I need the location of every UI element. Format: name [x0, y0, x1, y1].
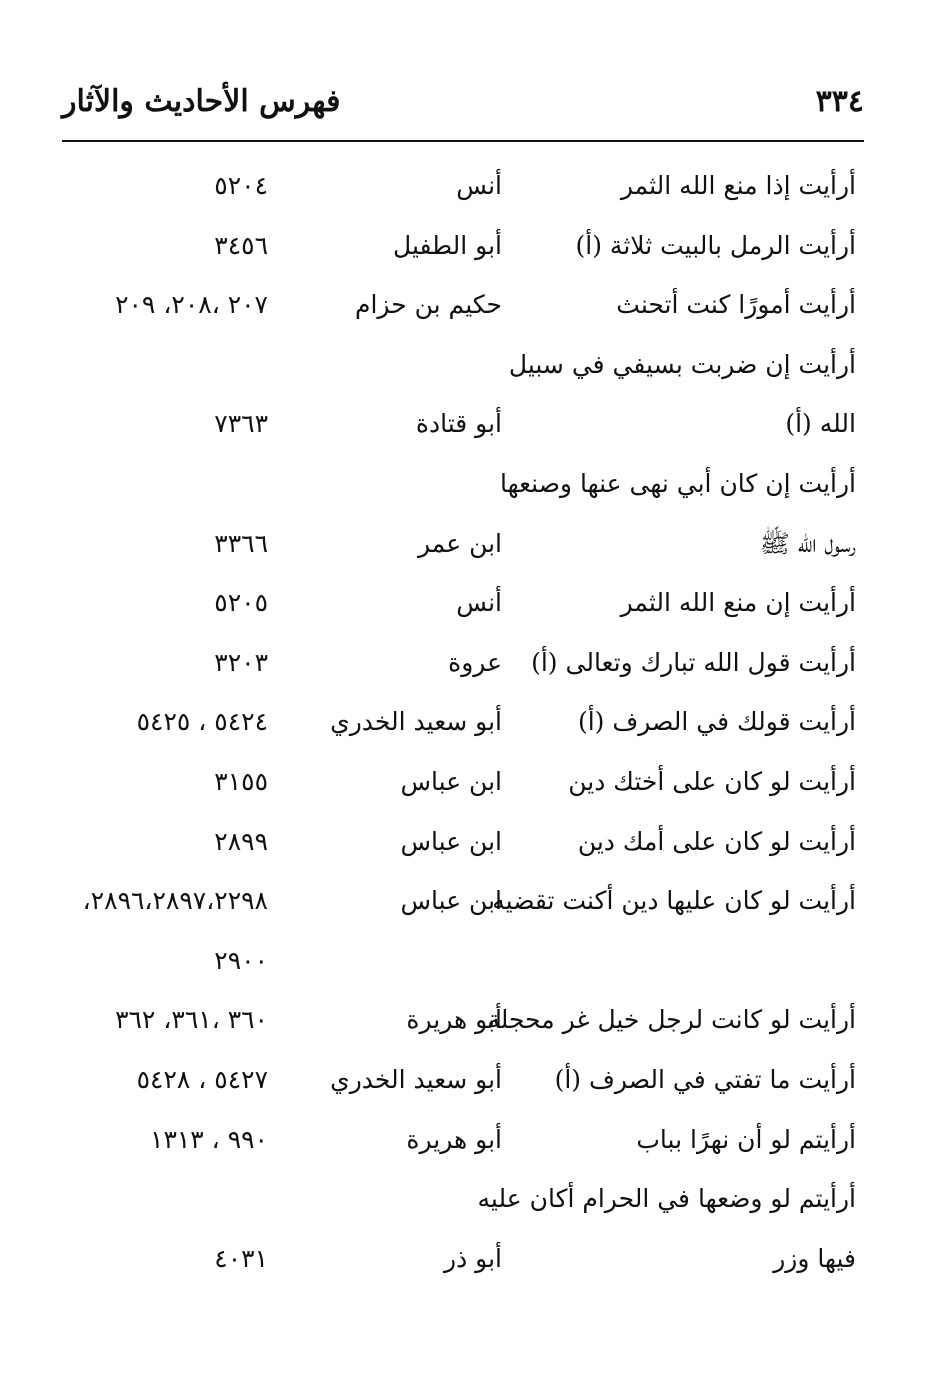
hadith-numbers: ٥٤٢٧ ، ٥٤٢٨	[136, 1064, 268, 1094]
index-entry	[0, 160, 932, 220]
hadith-text: أرأيتم لو وضعها في الحرام أكان عليه	[477, 1184, 856, 1214]
index-entry	[0, 398, 932, 458]
narrator: أبو ذر	[444, 1243, 502, 1273]
index-entry	[0, 458, 932, 518]
narrator: أبو قتادة	[415, 409, 502, 439]
hadith-numbers: ٢٠٧ ،٢٠٨، ٢٠٩	[115, 290, 268, 320]
hadith-numbers: ٤٠٣١	[214, 1243, 268, 1273]
index-entry	[0, 577, 932, 637]
narrator: ابن عباس	[400, 826, 502, 856]
hadith-numbers: ٣٦٠ ،٣٦١، ٣٦٢	[115, 1005, 268, 1035]
index-entry	[0, 1054, 932, 1114]
index-entry	[0, 816, 932, 876]
index-entry	[0, 1233, 932, 1293]
narrator: أبو هريرة	[406, 1005, 502, 1035]
hadith-text: أرأيت إن كان أبي نهى عنها وصنعها	[499, 468, 856, 498]
hadith-text: أرأيت قولك في الصرف (أ)	[577, 707, 856, 737]
hadith-numbers: ٧٣٦٣	[214, 409, 268, 439]
hadith-text: أرأيت الرمل بالبيت ثلاثة (أ)	[575, 230, 856, 260]
hadith-numbers: ٢٩٠٠	[214, 945, 268, 975]
hadith-text: الله (أ)	[785, 409, 856, 439]
hadith-text: أرأيت لو كانت لرجل خيل غر محجلة	[487, 1005, 856, 1035]
index-entry	[0, 637, 932, 697]
hadith-text: أرأيت لو كان على أمك دين	[577, 826, 856, 856]
hadith-numbers: ٥٢٠٤	[214, 171, 268, 200]
hadith-text: أرأيت إذا منع الله الثمر	[620, 171, 856, 200]
narrator: أبو هريرة	[406, 1124, 502, 1154]
hadith-numbers: ٣٢٠٣	[214, 647, 268, 677]
hadith-text: أرأيت إن منع الله الثمر	[620, 588, 856, 618]
index-entry	[0, 994, 932, 1054]
hadith-text: أرأيت قول الله تبارك وتعالى (أ)	[531, 647, 856, 677]
narrator: أبو سعيد الخدري	[330, 707, 502, 737]
narrator: عروة	[448, 647, 502, 677]
narrator: أبو سعيد الخدري	[330, 1064, 502, 1094]
index-entry	[0, 1114, 932, 1174]
index-entry	[0, 1173, 932, 1233]
hadith-numbers: ٥٢٠٥	[214, 588, 268, 618]
narrator: أنس	[456, 588, 502, 618]
index-entry	[0, 339, 932, 399]
narrator: أنس	[456, 171, 502, 200]
narrator: ابن عمر	[417, 528, 502, 558]
index-entry	[0, 696, 932, 756]
narrator: ابن عباس	[400, 886, 502, 916]
hadith-numbers: ٥٤٢٤ ، ٥٤٢٥	[136, 707, 268, 737]
hadith-text: أرأيتم لو أن نهرًا بباب	[636, 1124, 856, 1154]
narrator: أبو الطفيل	[393, 230, 502, 260]
hadith-numbers: ٣١٥٥	[214, 766, 268, 796]
index-entry	[0, 279, 932, 339]
page-number: ٣٣٤	[815, 84, 864, 119]
hadith-text: أرأيت ما تفتي في الصرف (أ)	[554, 1064, 856, 1094]
narrator: ابن عباس	[400, 766, 502, 796]
hadith-text: أرأيت لو كان على أختك دين	[568, 766, 856, 796]
index-entry	[0, 935, 932, 995]
hadith-text: أرأيت أمورًا كنت أتحنث	[616, 290, 856, 320]
hadith-numbers: ٢٨٩٩	[214, 826, 268, 856]
hadith-numbers: ٩٩٠ ، ١٣١٣	[150, 1124, 268, 1154]
narrator: حكيم بن حزام	[355, 290, 502, 320]
hadith-index-list	[0, 160, 932, 1292]
hadith-text: أرأيت لو كان عليها دين أكنت تقضيه	[492, 886, 856, 916]
page-header	[62, 78, 864, 142]
hadith-text: فيها وزر	[773, 1243, 856, 1273]
index-entry	[0, 875, 932, 935]
hadith-numbers: ٢٨٩٦،٢٨٩٧،٢٢٩٨،	[82, 886, 268, 916]
hadith-text: أرأيت إن ضربت بسيفي في سبيل	[508, 349, 856, 379]
hadith-text: رسول الله ﷺ	[759, 528, 856, 558]
hadith-numbers: ٣٣٦٦	[214, 528, 268, 558]
index-entry	[0, 756, 932, 816]
index-entry	[0, 220, 932, 280]
page-title: فهرس الأحاديث والآثار	[62, 84, 341, 119]
index-entry	[0, 518, 932, 578]
hadith-numbers: ٣٤٥٦	[214, 230, 268, 260]
